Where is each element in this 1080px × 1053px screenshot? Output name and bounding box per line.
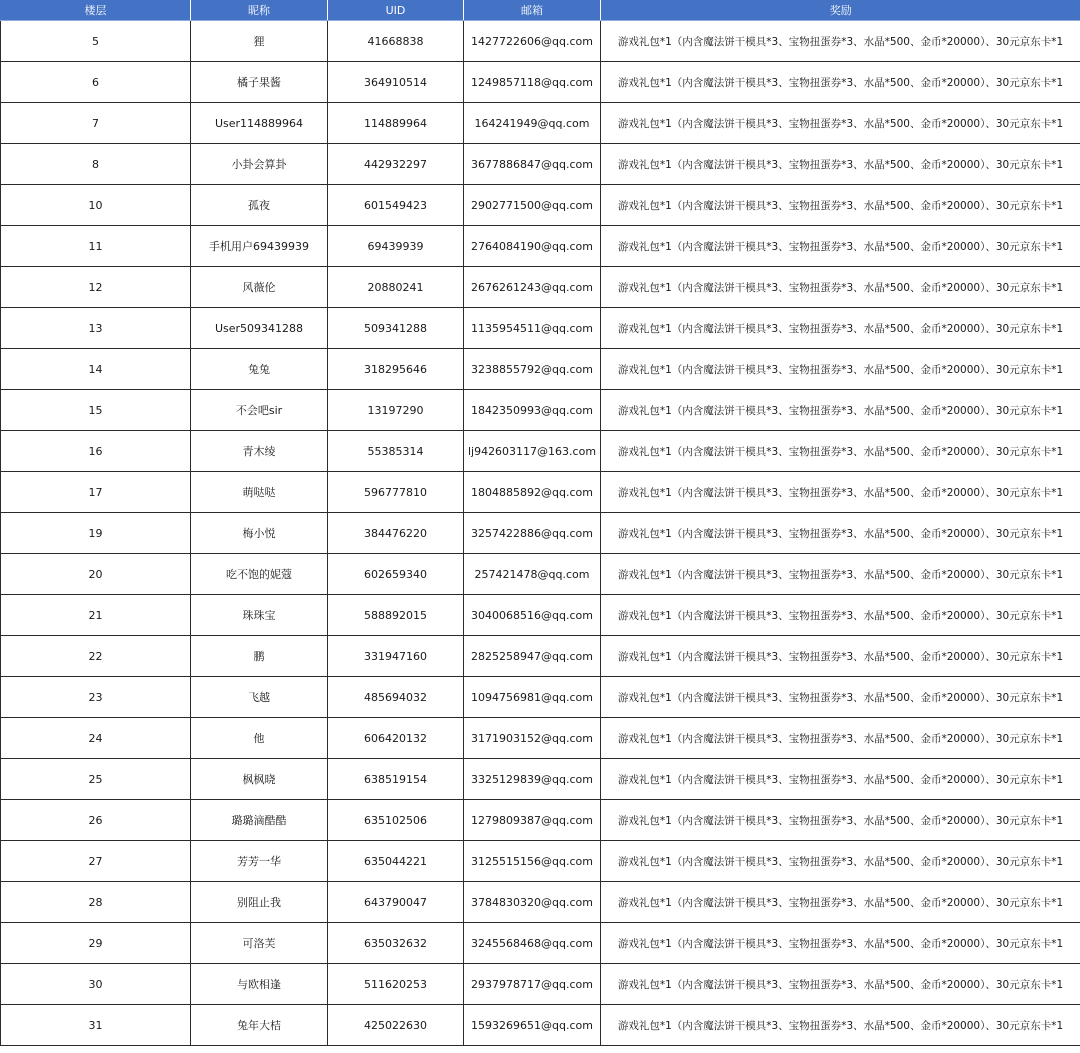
header-reward: 奖励 (601, 0, 1080, 21)
uid-cell: 55385314 (328, 431, 464, 472)
email-cell: 3784830320@qq.com (464, 882, 601, 923)
email-cell: 3238855792@qq.com (464, 349, 601, 390)
floor-cell: 31 (1, 1005, 191, 1046)
header-email: 邮箱 (464, 0, 601, 21)
floor-cell: 29 (1, 923, 191, 964)
email-cell: 3125515156@qq.com (464, 841, 601, 882)
reward-cell: 游戏礼包*1（内含魔法饼干模具*3、宝物扭蛋券*3、水晶*500、金币*20000）、30元京东卡*1 (601, 472, 1080, 513)
uid-cell: 511620253 (328, 964, 464, 1005)
floor-cell: 13 (1, 308, 191, 349)
floor-cell: 7 (1, 103, 191, 144)
nickname-cell: User509341288 (191, 308, 328, 349)
reward-cell: 游戏礼包*1（内含魔法饼干模具*3、宝物扭蛋券*3、水晶*500、金币*20000）、30元京东卡*1 (601, 1005, 1080, 1046)
uid-cell: 425022630 (328, 1005, 464, 1046)
email-cell: 2937978717@qq.com (464, 964, 601, 1005)
nickname-cell: 橘子果酱 (191, 62, 328, 103)
email-cell: 1842350993@qq.com (464, 390, 601, 431)
uid-cell: 509341288 (328, 308, 464, 349)
table-header-row (1, 0, 1080, 21)
table-row (1, 759, 1080, 800)
nickname-cell: 不会吧sir (191, 390, 328, 431)
table-row (1, 841, 1080, 882)
table-row (1, 185, 1080, 226)
reward-cell: 游戏礼包*1（内含魔法饼干模具*3、宝物扭蛋券*3、水晶*500、金币*20000）、30元京东卡*1 (601, 513, 1080, 554)
table-row (1, 144, 1080, 185)
uid-cell: 20880241 (328, 267, 464, 308)
email-cell: 3245568468@qq.com (464, 923, 601, 964)
reward-cell: 游戏礼包*1（内含魔法饼干模具*3、宝物扭蛋券*3、水晶*500、金币*20000）、30元京东卡*1 (601, 267, 1080, 308)
nickname-cell: 狸 (191, 21, 328, 62)
uid-cell: 318295646 (328, 349, 464, 390)
floor-cell: 25 (1, 759, 191, 800)
nickname-cell: 与欧相逢 (191, 964, 328, 1005)
uid-cell: 635032632 (328, 923, 464, 964)
table-row (1, 595, 1080, 636)
floor-cell: 12 (1, 267, 191, 308)
email-cell: 1804885892@qq.com (464, 472, 601, 513)
email-cell: 1135954511@qq.com (464, 308, 601, 349)
reward-cell: 游戏礼包*1（内含魔法饼干模具*3、宝物扭蛋券*3、水晶*500、金币*20000）、30元京东卡*1 (601, 554, 1080, 595)
floor-cell: 23 (1, 677, 191, 718)
nickname-cell: 鹏 (191, 636, 328, 677)
nickname-cell: 小卦会算卦 (191, 144, 328, 185)
nickname-cell: 萌哒哒 (191, 472, 328, 513)
reward-cell: 游戏礼包*1（内含魔法饼干模具*3、宝物扭蛋券*3、水晶*500、金币*20000）、30元京东卡*1 (601, 226, 1080, 267)
reward-cell: 游戏礼包*1（内含魔法饼干模具*3、宝物扭蛋券*3、水晶*500、金币*20000）、30元京东卡*1 (601, 349, 1080, 390)
nickname-cell: 吃不饱的妮蔻 (191, 554, 328, 595)
floor-cell: 26 (1, 800, 191, 841)
table-row (1, 1005, 1080, 1046)
reward-cell: 游戏礼包*1（内含魔法饼干模具*3、宝物扭蛋券*3、水晶*500、金币*20000）、30元京东卡*1 (601, 431, 1080, 472)
floor-cell: 19 (1, 513, 191, 554)
floor-cell: 24 (1, 718, 191, 759)
table-row (1, 472, 1080, 513)
nickname-cell: 兔年大桔 (191, 1005, 328, 1046)
email-cell: 3171903152@qq.com (464, 718, 601, 759)
floor-cell: 22 (1, 636, 191, 677)
email-cell: 3257422886@qq.com (464, 513, 601, 554)
nickname-cell: 孤夜 (191, 185, 328, 226)
table-row (1, 677, 1080, 718)
table-row (1, 513, 1080, 554)
nickname-cell: 别阻止我 (191, 882, 328, 923)
nickname-cell: 他 (191, 718, 328, 759)
reward-cell: 游戏礼包*1（内含魔法饼干模具*3、宝物扭蛋券*3、水晶*500、金币*20000）、30元京东卡*1 (601, 964, 1080, 1005)
table-row (1, 267, 1080, 308)
reward-cell: 游戏礼包*1（内含魔法饼干模具*3、宝物扭蛋券*3、水晶*500、金币*20000）、30元京东卡*1 (601, 677, 1080, 718)
uid-cell: 384476220 (328, 513, 464, 554)
floor-cell: 17 (1, 472, 191, 513)
nickname-cell: 青木绫 (191, 431, 328, 472)
table-row (1, 636, 1080, 677)
reward-cell: 游戏礼包*1（内含魔法饼干模具*3、宝物扭蛋券*3、水晶*500、金币*20000）、30元京东卡*1 (601, 923, 1080, 964)
reward-cell: 游戏礼包*1（内含魔法饼干模具*3、宝物扭蛋券*3、水晶*500、金币*20000）、30元京东卡*1 (601, 595, 1080, 636)
table-row (1, 554, 1080, 595)
uid-cell: 69439939 (328, 226, 464, 267)
uid-cell: 114889964 (328, 103, 464, 144)
email-cell: 2902771500@qq.com (464, 185, 601, 226)
table-row (1, 800, 1080, 841)
table-row (1, 103, 1080, 144)
nickname-cell: 可洛芙 (191, 923, 328, 964)
reward-cell: 游戏礼包*1（内含魔法饼干模具*3、宝物扭蛋券*3、水晶*500、金币*20000）、30元京东卡*1 (601, 21, 1080, 62)
reward-cell: 游戏礼包*1（内含魔法饼干模具*3、宝物扭蛋券*3、水晶*500、金币*20000）、30元京东卡*1 (601, 308, 1080, 349)
uid-cell: 643790047 (328, 882, 464, 923)
table-row (1, 964, 1080, 1005)
header-floor: 楼层 (1, 0, 191, 21)
table-row (1, 308, 1080, 349)
uid-cell: 13197290 (328, 390, 464, 431)
reward-cell: 游戏礼包*1（内含魔法饼干模具*3、宝物扭蛋券*3、水晶*500、金币*20000）、30元京东卡*1 (601, 185, 1080, 226)
uid-cell: 635102506 (328, 800, 464, 841)
uid-cell: 635044221 (328, 841, 464, 882)
floor-cell: 15 (1, 390, 191, 431)
reward-cell: 游戏礼包*1（内含魔法饼干模具*3、宝物扭蛋券*3、水晶*500、金币*20000）、30元京东卡*1 (601, 759, 1080, 800)
table-body (1, 21, 1080, 1046)
table-row (1, 718, 1080, 759)
floor-cell: 5 (1, 21, 191, 62)
uid-cell: 442932297 (328, 144, 464, 185)
email-cell: 2764084190@qq.com (464, 226, 601, 267)
email-cell: 2676261243@qq.com (464, 267, 601, 308)
reward-cell: 游戏礼包*1（内含魔法饼干模具*3、宝物扭蛋券*3、水晶*500、金币*20000）、30元京东卡*1 (601, 841, 1080, 882)
email-cell: 1427722606@qq.com (464, 21, 601, 62)
table-row (1, 62, 1080, 103)
floor-cell: 21 (1, 595, 191, 636)
table-row (1, 21, 1080, 62)
nickname-cell: User114889964 (191, 103, 328, 144)
floor-cell: 6 (1, 62, 191, 103)
floor-cell: 27 (1, 841, 191, 882)
reward-cell: 游戏礼包*1（内含魔法饼干模具*3、宝物扭蛋券*3、水晶*500、金币*20000）、30元京东卡*1 (601, 718, 1080, 759)
floor-cell: 8 (1, 144, 191, 185)
nickname-cell: 手机用户69439939 (191, 226, 328, 267)
email-cell: 3325129839@qq.com (464, 759, 601, 800)
uid-cell: 601549423 (328, 185, 464, 226)
table-row (1, 431, 1080, 472)
reward-cell: 游戏礼包*1（内含魔法饼干模具*3、宝物扭蛋券*3、水晶*500、金币*20000）、30元京东卡*1 (601, 62, 1080, 103)
email-cell: 1593269651@qq.com (464, 1005, 601, 1046)
reward-cell: 游戏礼包*1（内含魔法饼干模具*3、宝物扭蛋券*3、水晶*500、金币*20000）、30元京东卡*1 (601, 636, 1080, 677)
uid-cell: 588892015 (328, 595, 464, 636)
email-cell: 164241949@qq.com (464, 103, 601, 144)
reward-cell: 游戏礼包*1（内含魔法饼干模具*3、宝物扭蛋券*3、水晶*500、金币*20000）、30元京东卡*1 (601, 144, 1080, 185)
uid-cell: 596777810 (328, 472, 464, 513)
reward-cell: 游戏礼包*1（内含魔法饼干模具*3、宝物扭蛋券*3、水晶*500、金币*20000）、30元京东卡*1 (601, 882, 1080, 923)
uid-cell: 364910514 (328, 62, 464, 103)
table-row (1, 349, 1080, 390)
nickname-cell: 珠珠宝 (191, 595, 328, 636)
email-cell: 1249857118@qq.com (464, 62, 601, 103)
table-row (1, 882, 1080, 923)
floor-cell: 20 (1, 554, 191, 595)
email-cell: lj942603117@163.com (464, 431, 601, 472)
table-row (1, 226, 1080, 267)
table-row (1, 390, 1080, 431)
uid-cell: 638519154 (328, 759, 464, 800)
email-cell: 257421478@qq.com (464, 554, 601, 595)
floor-cell: 16 (1, 431, 191, 472)
uid-cell: 602659340 (328, 554, 464, 595)
email-cell: 1279809387@qq.com (464, 800, 601, 841)
floor-cell: 28 (1, 882, 191, 923)
nickname-cell: 飞越 (191, 677, 328, 718)
table-row (1, 923, 1080, 964)
floor-cell: 10 (1, 185, 191, 226)
email-cell: 1094756981@qq.com (464, 677, 601, 718)
floor-cell: 30 (1, 964, 191, 1005)
email-cell: 2825258947@qq.com (464, 636, 601, 677)
reward-cell: 游戏礼包*1（内含魔法饼干模具*3、宝物扭蛋券*3、水晶*500、金币*20000）、30元京东卡*1 (601, 800, 1080, 841)
header-nickname: 昵称 (191, 0, 328, 21)
uid-cell: 485694032 (328, 677, 464, 718)
header-uid: UID (328, 0, 464, 21)
uid-cell: 606420132 (328, 718, 464, 759)
uid-cell: 41668838 (328, 21, 464, 62)
nickname-cell: 枫枫晓 (191, 759, 328, 800)
floor-cell: 14 (1, 349, 191, 390)
uid-cell: 331947160 (328, 636, 464, 677)
nickname-cell: 兔兔 (191, 349, 328, 390)
reward-cell: 游戏礼包*1（内含魔法饼干模具*3、宝物扭蛋券*3、水晶*500、金币*20000）、30元京东卡*1 (601, 103, 1080, 144)
nickname-cell: 风薇伦 (191, 267, 328, 308)
nickname-cell: 璐璐滴酷酷 (191, 800, 328, 841)
email-cell: 3040068516@qq.com (464, 595, 601, 636)
email-cell: 3677886847@qq.com (464, 144, 601, 185)
floor-cell: 11 (1, 226, 191, 267)
nickname-cell: 芳芳一华 (191, 841, 328, 882)
reward-cell: 游戏礼包*1（内含魔法饼干模具*3、宝物扭蛋券*3、水晶*500、金币*20000）、30元京东卡*1 (601, 390, 1080, 431)
nickname-cell: 梅小悦 (191, 513, 328, 554)
